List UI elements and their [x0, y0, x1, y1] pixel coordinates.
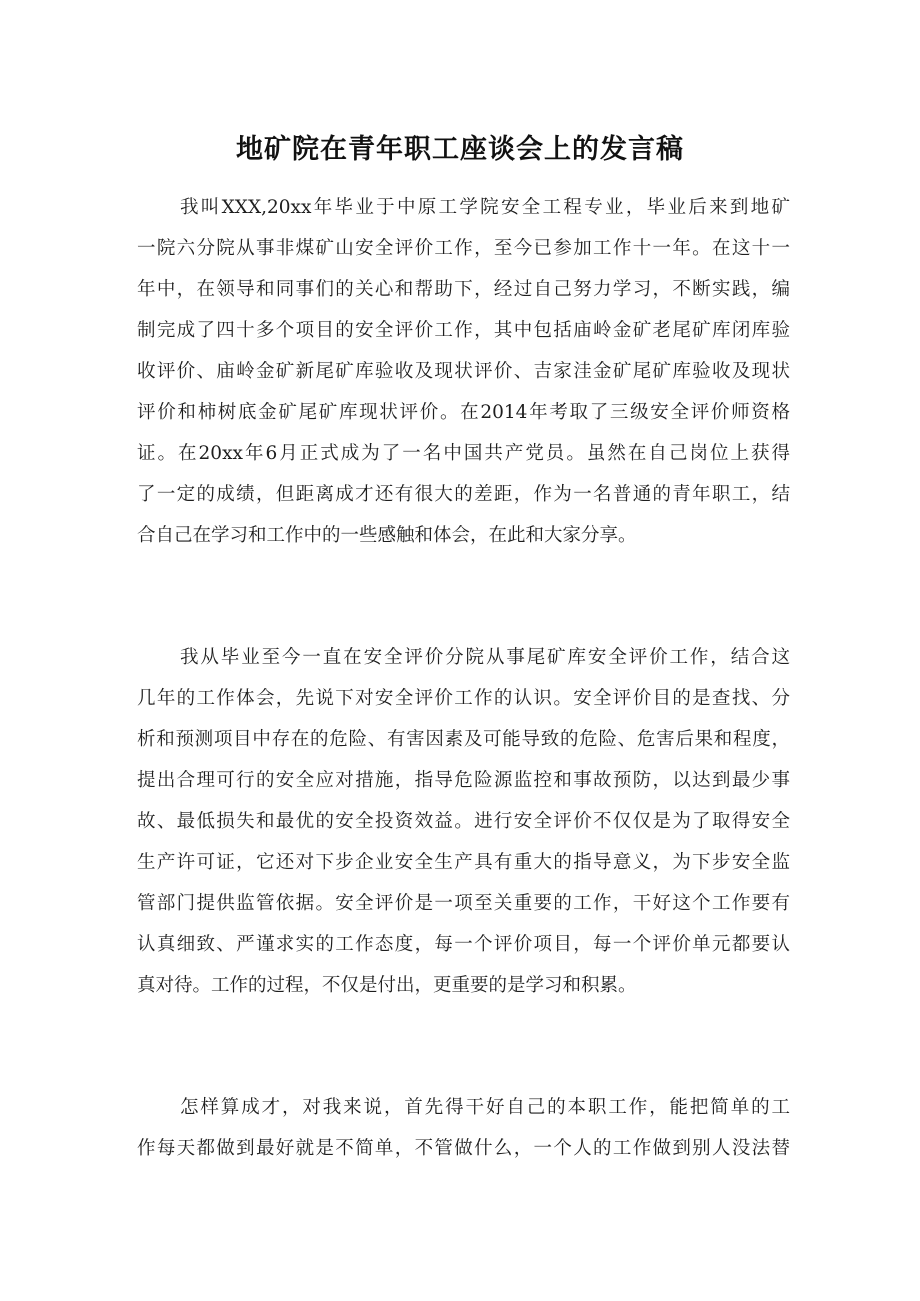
paragraph-line: 析和预测项目中存在的危险、有害因素及可能导致的危险、危害后果和程度，: [137, 729, 790, 750]
paragraph-line: 几年的工作体会，先说下对安全评价工作的认识。安全评价目的是查找、分: [137, 688, 790, 709]
paragraph-line: 提出合理可行的安全应对措施，指导危险源监控和事故预防，以达到最少事: [137, 770, 790, 791]
paragraph-line: 我从毕业至今一直在安全评价分院从事尾矿库安全评价工作，结合这: [180, 647, 790, 668]
paragraph-line: 一院六分院从事非煤矿山安全评价工作，至今已参加工作十一年。在这十一: [137, 238, 790, 259]
document-title: 地矿院在青年职工座谈会上的发言稿: [236, 134, 684, 165]
paragraph-line: 评价和柿树底金矿尾矿库现状评价。在2014年考取了三级安全评价师资格: [137, 402, 790, 423]
paragraph-line: 真对待。工作的过程，不仅是付出，更重要的是学习和积累。: [137, 975, 637, 996]
paragraph-line: 制完成了四十多个项目的安全评价工作，其中包括庙岭金矿老尾矿库闭库验: [137, 320, 790, 341]
paragraph-line: 认真细致、严谨求实的工作态度，每一个评价项目，每一个评价单元都要认: [137, 934, 790, 955]
paragraph-line: 我叫XXX,20xx年毕业于中原工学院安全工程专业，毕业后来到地矿: [180, 197, 790, 218]
paragraph-line: 怎样算成才，对我来说，首先得干好自己的本职工作，能把简单的工: [180, 1097, 790, 1118]
paragraph-line: 作每天都做到最好就是不简单，不管做什么，一个人的工作做到别人没法替: [137, 1138, 790, 1159]
paragraph-line: 了一定的成绩，但距离成才还有很大的差距，作为一名普通的青年职工，结: [137, 484, 790, 505]
paragraph-line: 管部门提供监管依据。安全评价是一项至关重要的工作，干好这个工作要有: [137, 893, 790, 914]
paragraph-line: 故、最低损失和最优的安全投资效益。进行安全评价不仅仅是为了取得安全: [137, 811, 790, 832]
paragraph-line: 证。在20xx年6月正式成为了一名中国共产党员。虽然在自己岗位上获得: [137, 443, 790, 464]
paragraph-line: 合自己在学习和工作中的一些感触和体会，在此和大家分享。: [137, 525, 637, 546]
paragraph-line: 收评价、庙岭金矿新尾矿库验收及现状评价、吉家洼金矿尾矿库验收及现状: [137, 361, 790, 382]
paragraph-line: 年中，在领导和同事们的关心和帮助下，经过自己努力学习，不断实践，编: [137, 279, 790, 300]
paragraph-line: 生产许可证，它还对下步企业安全生产具有重大的指导意义，为下步安全监: [137, 852, 790, 873]
